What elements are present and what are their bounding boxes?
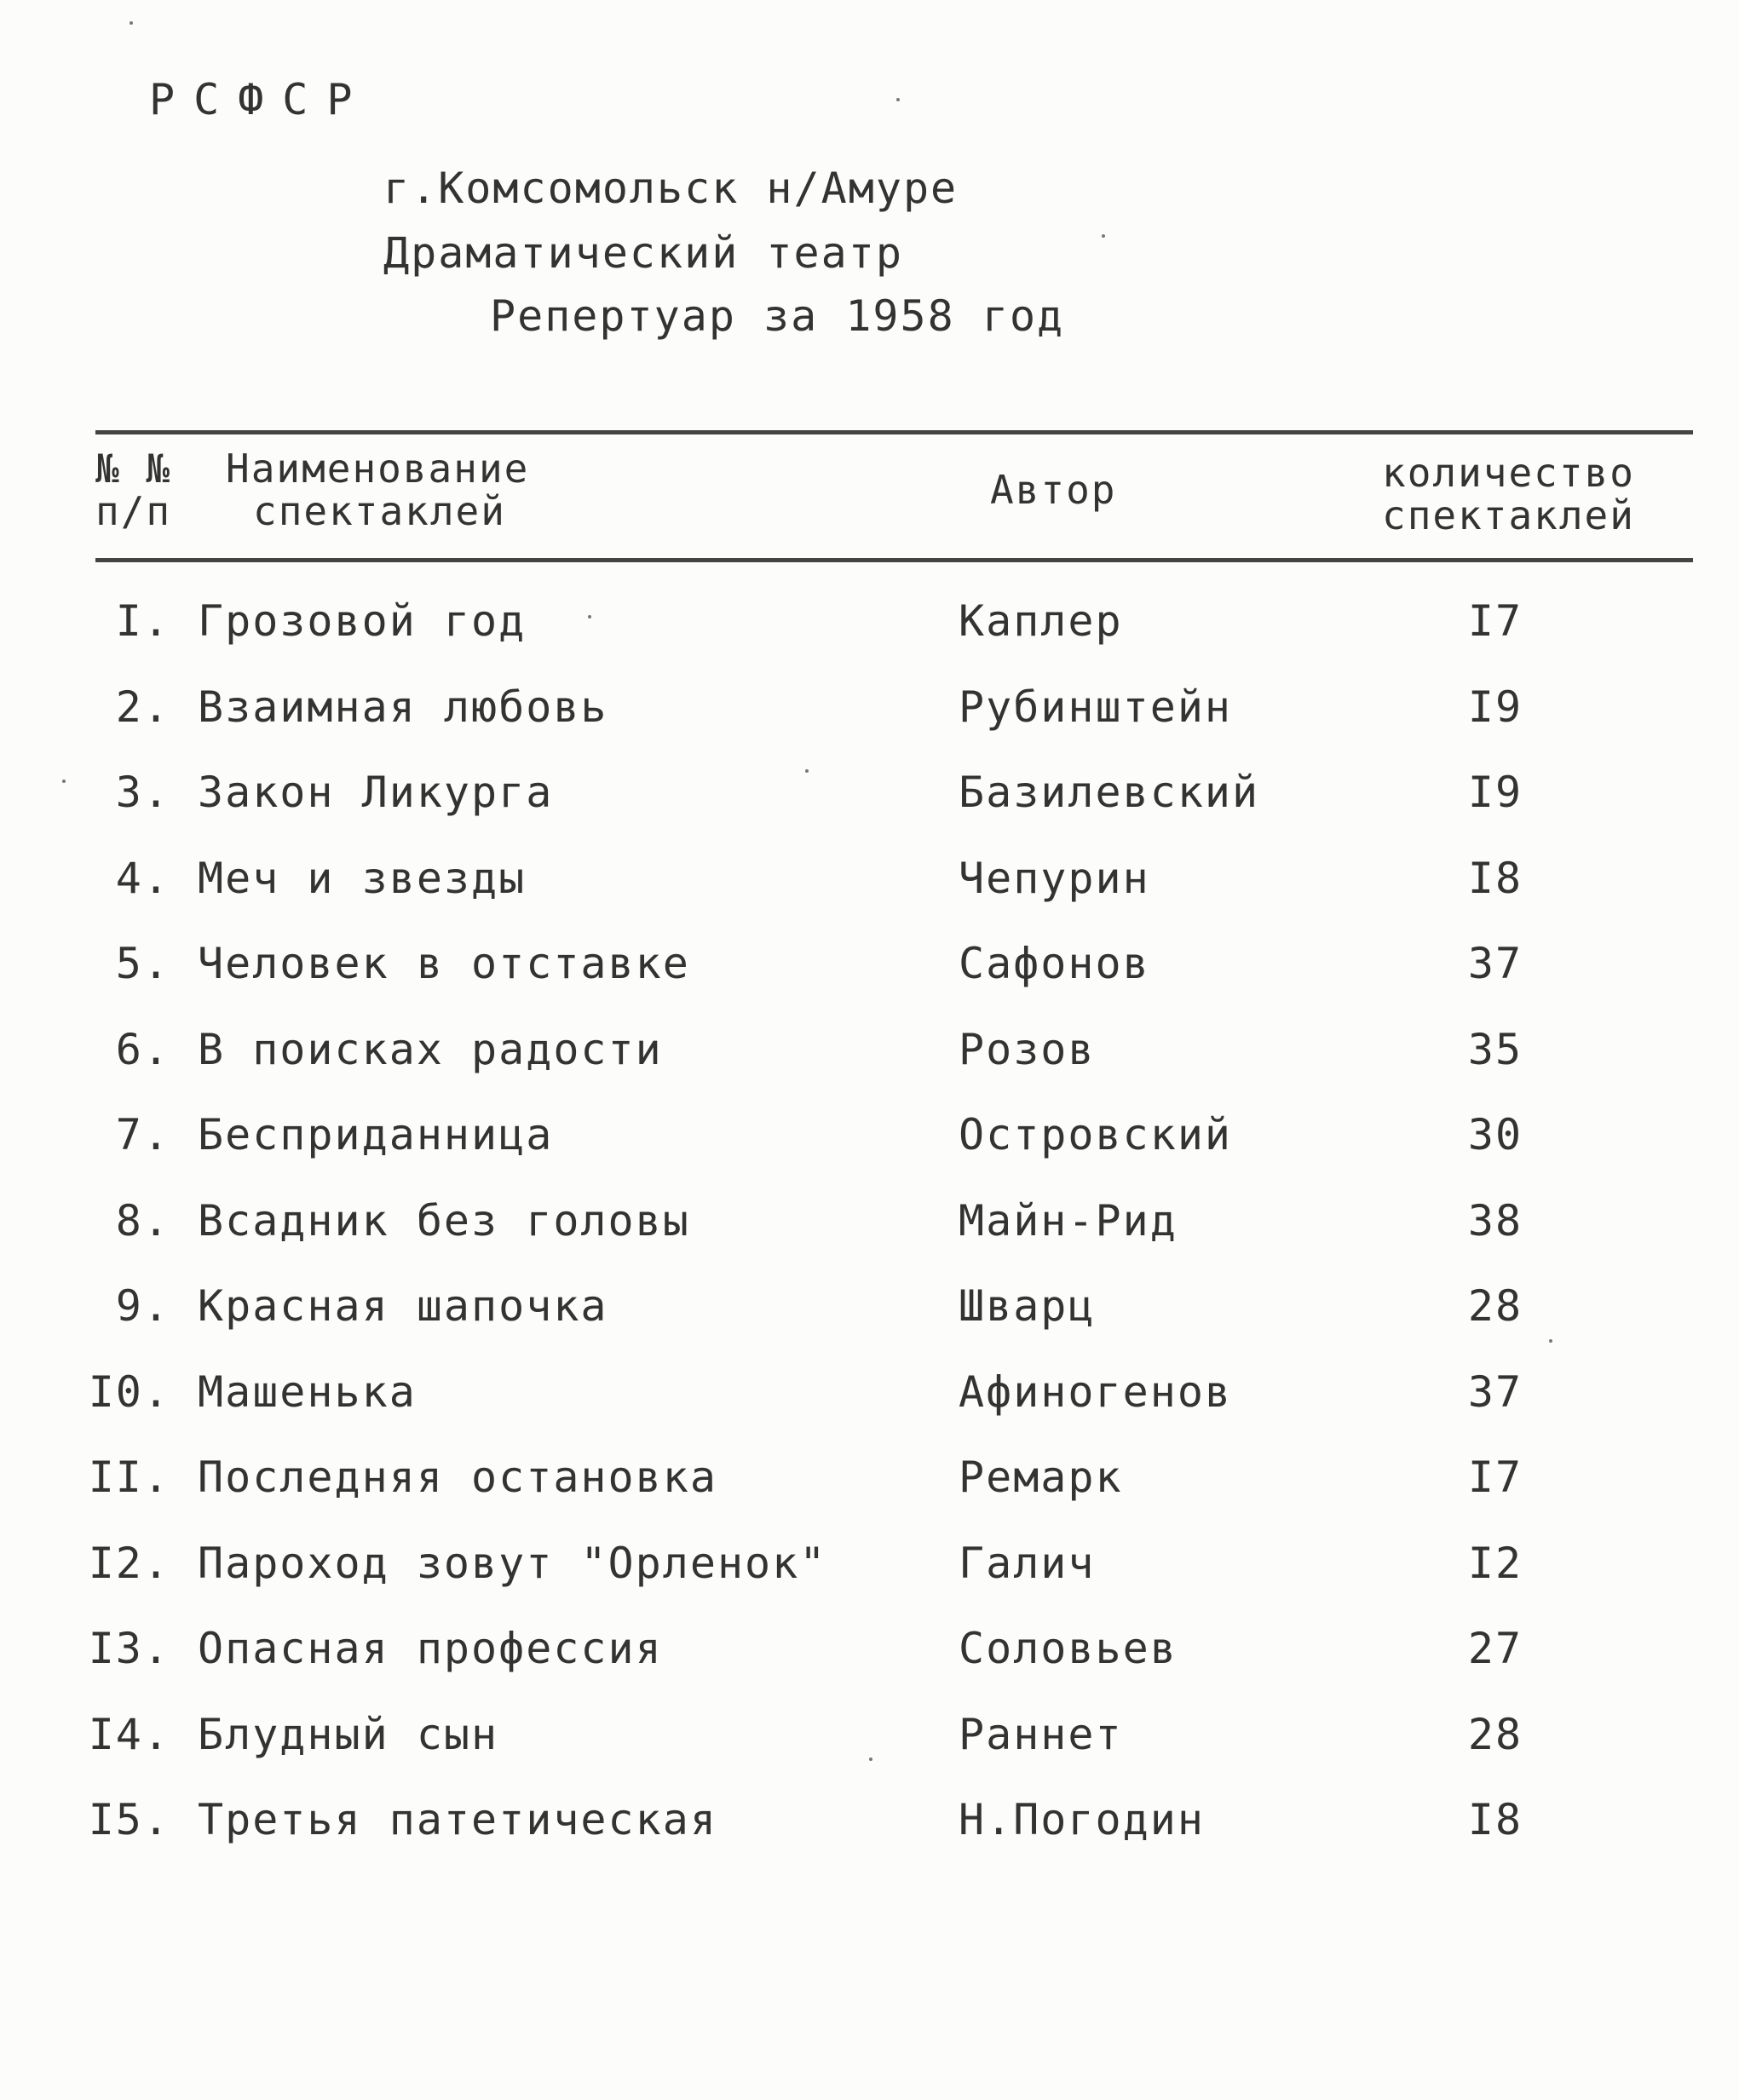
play-author: Островский [959, 1110, 1233, 1159]
play-author: Розов [959, 1024, 1096, 1074]
play-title: Человек в отставке [198, 939, 690, 988]
column-header-author: Автор [990, 467, 1117, 513]
city-heading: г.Комсомольск н/Амуре [383, 164, 959, 213]
play-title: Последняя остановка [198, 1453, 717, 1502]
column-header-count-line2: спектаклей [1382, 492, 1635, 538]
row-number: I5. [88, 1795, 170, 1844]
row-number: 9. [115, 1281, 170, 1331]
play-author: Н.Погодин [959, 1795, 1205, 1844]
table-row [0, 1188, 1739, 1274]
table-row [0, 759, 1739, 845]
table-header-rule [95, 558, 1693, 562]
performance-count: 38 [1467, 1195, 1523, 1246]
play-author: Шварц [959, 1281, 1096, 1331]
play-author: Афиногенов [959, 1366, 1233, 1417]
table-row [0, 1016, 1739, 1102]
column-header-number-line1: № № [95, 446, 172, 492]
play-title: Пароход зовут "Орленок" [198, 1538, 827, 1588]
performance-count: I8 [1467, 853, 1523, 903]
table-row [0, 1273, 1739, 1359]
row-number: 3. [115, 768, 170, 817]
play-author: Соловьев [959, 1624, 1178, 1673]
play-author: Галич [959, 1538, 1096, 1588]
play-title: В поисках радости [198, 1024, 663, 1074]
performance-count: 30 [1467, 1110, 1523, 1159]
play-author: Базилевский [959, 768, 1260, 817]
play-title: Всадник без головы [198, 1195, 690, 1246]
column-header-title [226, 447, 529, 532]
play-author: Каплер [959, 596, 1123, 646]
play-title: Бесприданница [198, 1110, 554, 1159]
table-row [0, 1530, 1739, 1616]
play-author: Рубинштейн [959, 682, 1233, 732]
repertoire-title: Репертуар за 1958 год [490, 291, 1065, 341]
row-number: 8. [115, 1195, 170, 1246]
column-header-count [1382, 452, 1635, 537]
table-row [0, 1615, 1739, 1701]
row-number: 2. [115, 682, 170, 732]
performance-count: 28 [1467, 1281, 1523, 1331]
row-number: I. [115, 596, 170, 646]
table-row [0, 1444, 1739, 1530]
play-author: Сафонов [959, 939, 1150, 988]
scan-speck [805, 769, 809, 773]
scan-speck [130, 21, 133, 25]
play-title: Блудный сын [198, 1709, 499, 1759]
play-title: Закон Ликурга [198, 768, 554, 817]
country-heading: РСФСР [149, 75, 371, 124]
scan-speck [1102, 234, 1105, 238]
column-header-number [95, 447, 171, 532]
play-author: Майн-Рид [959, 1195, 1178, 1246]
row-number: I2. [88, 1538, 170, 1588]
performance-count: I9 [1467, 768, 1523, 817]
play-title: Красная шапочка [198, 1281, 608, 1331]
play-title: Опасная профессия [198, 1624, 663, 1673]
repertoire-table-body [0, 588, 1739, 1873]
row-number: 5. [115, 939, 170, 988]
scan-speck [869, 1758, 872, 1761]
theatre-heading: Драматический театр [383, 228, 903, 278]
column-header-number-line2: п/п [95, 488, 172, 534]
performance-count: I7 [1467, 596, 1523, 646]
play-title: Машенька [198, 1366, 417, 1417]
performance-count: I7 [1467, 1453, 1523, 1502]
row-number: 7. [115, 1110, 170, 1159]
column-header-title-line1: Наименование [226, 446, 530, 492]
row-number: I4. [88, 1709, 170, 1759]
row-number: 4. [115, 853, 170, 903]
play-title: Третья патетическая [198, 1795, 717, 1844]
play-title: Меч и звезды [198, 853, 527, 903]
table-row [0, 1701, 1739, 1787]
column-header-title-line2: спектаклей [253, 488, 506, 534]
performance-count: 28 [1467, 1709, 1523, 1759]
row-number: I0. [88, 1366, 170, 1417]
scan-speck [896, 98, 900, 101]
performance-count: I9 [1467, 682, 1523, 732]
performance-count: 37 [1467, 939, 1523, 988]
column-header-count-line1: количество [1382, 450, 1635, 496]
table-row [0, 845, 1739, 931]
row-number: I3. [88, 1624, 170, 1673]
play-author: Чепурин [959, 853, 1150, 903]
row-number: II. [88, 1453, 170, 1502]
scan-speck [62, 780, 66, 783]
table-row [0, 1786, 1739, 1873]
scan-speck [1549, 1339, 1552, 1343]
table-row [0, 588, 1739, 674]
play-author: Ремарк [959, 1453, 1123, 1502]
play-author: Раннет [959, 1709, 1123, 1759]
row-number: 6. [115, 1024, 170, 1074]
performance-count: I8 [1467, 1795, 1523, 1844]
performance-count: 37 [1467, 1366, 1523, 1417]
table-row [0, 1102, 1739, 1188]
table-row [0, 674, 1739, 760]
performance-count: 35 [1467, 1024, 1523, 1074]
scan-speck [588, 615, 591, 618]
table-row [0, 1359, 1739, 1445]
play-title: Взаимная любовь [198, 682, 608, 732]
performance-count: 27 [1467, 1624, 1523, 1673]
table-top-rule [95, 430, 1693, 434]
performance-count: I2 [1467, 1538, 1523, 1588]
table-row [0, 930, 1739, 1016]
play-title: Грозовой год [198, 596, 527, 646]
